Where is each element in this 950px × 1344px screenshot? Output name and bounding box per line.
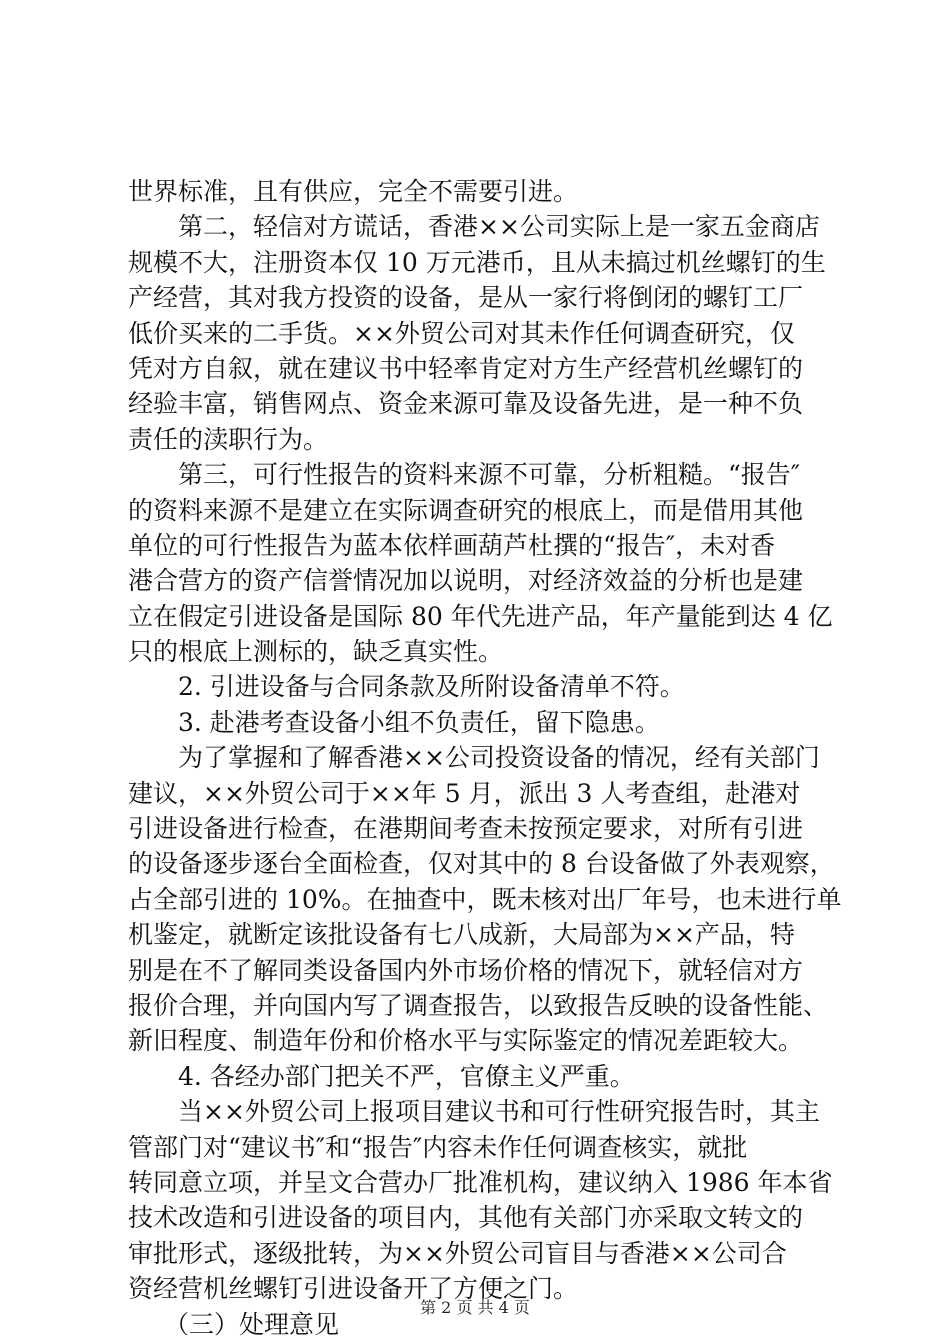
- numbered-heading: 3. 赴港考查设备小组不负责任，留下隐患。: [178, 707, 660, 737]
- text-line: 管部门对“建议书″和“报告″内容未作任何调查核实，就批: [128, 1132, 748, 1162]
- text-line: 立在假定引进设备是国际 80 年代先进产品，年产量能到达 4 亿: [128, 601, 833, 631]
- text-line: 产经营，其对我方投资的设备，是从一家行将倒闭的螺钉工厂: [128, 283, 804, 313]
- paragraph-start-line: 当××外贸公司上报项目建议书和可行性研究报告时，其主: [178, 1097, 820, 1127]
- text-line: 审批形式，逐级批转，为××外贸公司盲目与香港××公司合: [128, 1238, 787, 1268]
- text-line: 只的根底上测标的，缺乏真实性。: [128, 637, 504, 667]
- text-line: 引进设备进行检查，在港期间考查未按预定要求，对所有引进: [128, 814, 804, 844]
- text-line: 新旧程度、制造年份和价格水平与实际鉴定的情况差距较大。: [128, 1026, 804, 1056]
- paragraph-start-line: 第二，轻信对方谎话，香港××公司实际上是一家五金商店: [178, 212, 820, 242]
- paragraph-start-line: 为了掌握和了解香港××公司投资设备的情况，经有关部门: [178, 743, 820, 773]
- text-line: 的资料来源不是建立在实际调查研究的根底上，而是借用其他: [128, 495, 804, 525]
- numbered-heading: 4. 各经办部门把关不严，官僚主义严重。: [178, 1061, 635, 1091]
- text-line: 规模不大，注册资本仅 10 万元港币，且从未搞过机丝螺钉的生: [128, 247, 826, 277]
- text-line: 港合营方的资产信誉情况加以说明，对经济效益的分析也是建: [128, 566, 804, 596]
- text-line: 机鉴定，就断定该批设备有七八成新，大局部为××产品，特: [128, 920, 795, 950]
- text-line: 低价买来的二手货。××外贸公司对其未作任何调查研究，仅: [128, 318, 795, 348]
- text-line: 技术改造和引进设备的项目内，其他有关部门亦采取文转文的: [128, 1203, 804, 1233]
- text-line: 责任的渎职行为。: [128, 424, 329, 454]
- text-line: 建议，××外贸公司于××年 5 月，派出 3 人考查组，赴港对: [128, 778, 801, 808]
- text-line: 经验丰富，销售网点、资金来源可靠及设备先进，是一种不负: [128, 389, 804, 419]
- text-line: 转同意立项，并呈文合营办厂批准机构，建议纳入 1986 年本省: [128, 1167, 833, 1197]
- paragraph-start-line: 第三，可行性报告的资料来源不可靠，分析粗糙。“报告″: [178, 460, 801, 490]
- text-line: 报价合理，并向国内写了调查报告，以致报告反映的设备性能、: [128, 990, 829, 1020]
- text-line: 占全部引进的 10%。在抽查中，既未核对出厂年号，也未进行单: [128, 884, 842, 914]
- text-line: 凭对方自叙，就在建议书中轻率肯定对方生产经营机丝螺钉的: [128, 353, 804, 383]
- numbered-heading: 2. 引进设备与合同条款及所附设备清单不符。: [178, 672, 685, 702]
- text-line: 别是在不了解同类设备国内外市场价格的情况下，就轻信对方: [128, 955, 804, 985]
- text-line: 世界标准，且有供应，完全不需要引进。: [128, 177, 579, 206]
- section-heading: （三）处理意见: [164, 1309, 340, 1339]
- text-line: 的设备逐步逐台全面检查，仅对其中的 8 台设备做了外表观察，: [128, 849, 835, 879]
- text-line: 资经营机丝螺钉引进设备开了方便之门。: [128, 1274, 579, 1304]
- body-text: [128, 174, 848, 1342]
- text-line: 单位的可行性报告为蓝本依样画葫芦杜撰的“报告″，未对香: [128, 530, 776, 560]
- page-number-footer: 第 2 页 共 4 页: [420, 1298, 530, 1317]
